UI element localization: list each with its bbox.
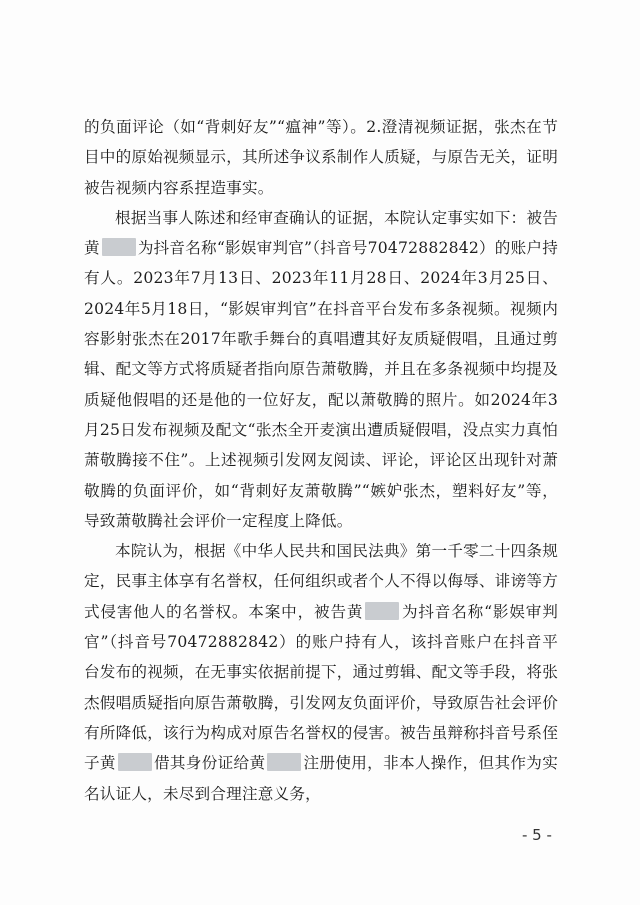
paragraph-3-text-b: 为抖音名称“影娱审判官”（抖音号70472882842）的账户持有人，该抖音账户在抖音平台发布的视频，在无事实依据前提下，通过剪辑、配文等手段，将张杰假唱质疑指向原告萧敬腾，引发网友负面评价，导致原告社会评价有所降低，该行为构成对原告名誉权的侵害。被告虽辩称抖音号系侄子黄 xyxy=(84,602,558,773)
paragraph-3 xyxy=(84,536,558,809)
body-text xyxy=(84,112,558,809)
paragraph-2-text-b: 为抖音名称“影娱审判官”（抖音号70472882842）的账户持有人。2023年7月13日、2023年11月28日、2024年3月25日、2024年5月18日，“影娱审判官”在抖音平台发布多条视频。视频内容影射张杰在2017年歌手舞台的真唱遭其好友质疑假唱，且通过剪辑、配文等方式将质疑者指向原告萧敬腾，并且在多条视频中均提及质疑他假唱的还是他的一位好友，配以萧敬腾的照片。如2024年3月25日发布视频及配文“张杰全开麦演出遭质疑假唱，没点实力真怕萧敬腾接不住”。上述视频引发网友阅读、评论，评论区出现针对萧敬腾的负面评价，如“背刺好友萧敬腾”“嫉妒张杰，塑料好友”等，导致萧敬腾社会评价一定程度上降低。 xyxy=(84,239,558,530)
paragraph-3-text-c: 借其身份证给黄 xyxy=(153,754,266,773)
paragraph-2 xyxy=(84,203,558,536)
paragraph-3-text-a: 本院认为，根据《中华人民共和国民法典》第一千零二十四条规定，民事主体享有名誉权，任何组织或者个人不得以侮辱、诽谤等方式侵害他人的名誉权。本案中，被告黄 xyxy=(84,542,558,621)
page-number: - 5 - xyxy=(522,826,552,844)
paragraph-1 xyxy=(84,112,558,203)
paragraph-1-text: 的负面评论（如“背刺好友”“瘟神”等）。2.澄清视频证据，张杰在节目中的原始视频显示，其所述争议系制作人质疑，与原告无关，证明被告视频内容系捏造事实。 xyxy=(84,118,558,197)
redaction-block xyxy=(267,753,301,771)
redaction-block xyxy=(118,753,152,771)
paragraph-2-text-a: 根据当事人陈述和经审查确认的证据，本院认定事实如下：被告黄 xyxy=(84,208,558,258)
paragraph-3-text-d: 注册使用，非本人操作，但其作为实名认证人，未尽到合理注意义务， xyxy=(84,754,559,803)
redaction-block xyxy=(365,602,399,620)
redaction-block xyxy=(102,238,136,256)
